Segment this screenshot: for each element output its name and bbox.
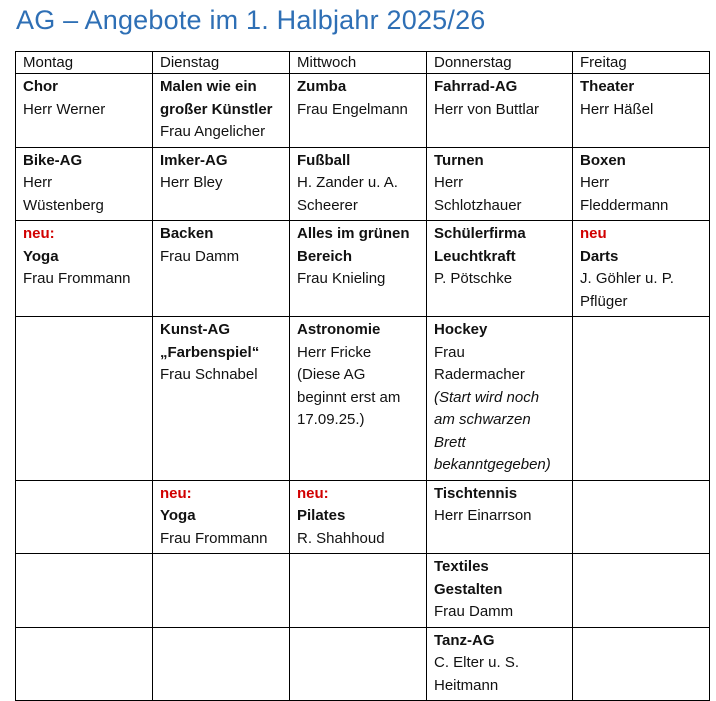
teacher-name: Heitmann — [434, 676, 499, 694]
course-cell — [573, 317, 710, 481]
course-cell — [16, 627, 153, 701]
course-name: Zumba — [297, 78, 347, 95]
teacher-name: beginnt erst am — [297, 388, 401, 406]
course-name: Pilates — [297, 507, 346, 524]
teacher-name: Herr — [580, 174, 610, 191]
course-cell — [16, 221, 153, 317]
course-name: Leuchtkraft — [434, 247, 516, 265]
course-name: Kunst-AG — [160, 321, 230, 338]
course-cell — [16, 317, 153, 481]
course-cell — [290, 147, 427, 221]
new-badge: neu: — [160, 484, 192, 502]
course-cell — [290, 554, 427, 628]
new-badge: neu — [580, 225, 607, 242]
course-cell — [290, 74, 427, 148]
course-name: Turnen — [434, 151, 484, 169]
teacher-name: Frau Frommann — [160, 529, 268, 547]
teacher-name: P. Pötschke — [434, 270, 513, 287]
course-name: Fußball — [297, 151, 351, 169]
teacher-name: Herr Fricke — [297, 343, 372, 361]
course-note: bekanntgegeben) — [434, 456, 551, 473]
teacher-name: Schlotzhauer — [434, 196, 522, 214]
course-cell — [16, 147, 153, 221]
teacher-name: Radermacher — [434, 366, 525, 383]
table-row — [16, 221, 710, 317]
teacher-name: Herr von Buttlar — [434, 100, 540, 118]
teacher-name: Frau Knieling — [297, 270, 386, 287]
course-cell — [573, 480, 710, 554]
course-cell — [573, 221, 710, 317]
course-cell — [427, 221, 573, 317]
day-header-montag: Montag — [16, 52, 153, 74]
header-row — [16, 52, 710, 74]
teacher-name: 17.09.25.) — [297, 411, 365, 428]
course-cell — [290, 480, 427, 554]
table-row — [16, 627, 710, 701]
day-header-dienstag: Dienstag — [153, 52, 290, 74]
course-note: am schwarzen — [434, 411, 531, 428]
teacher-name: Herr Einarrson — [434, 507, 532, 524]
teacher-name: Herr Werner — [23, 100, 106, 118]
course-name: Astronomie — [297, 321, 381, 338]
teacher-name: Scheerer — [297, 196, 358, 214]
course-name: Darts — [580, 247, 619, 265]
teacher-name: Frau — [434, 343, 465, 361]
new-badge: neu: — [23, 225, 55, 242]
course-cell — [153, 480, 290, 554]
course-cell — [153, 317, 290, 481]
course-name: Chor — [23, 78, 58, 95]
course-cell — [427, 317, 573, 481]
course-cell — [427, 147, 573, 221]
course-name: Tischtennis — [434, 484, 518, 502]
course-cell — [16, 74, 153, 148]
course-cell — [153, 74, 290, 148]
course-cell — [290, 627, 427, 701]
course-cell — [573, 147, 710, 221]
teacher-name: Fleddermann — [580, 196, 669, 214]
course-name: Bike-AG — [23, 151, 83, 169]
teacher-name: C. Elter u. S. — [434, 654, 520, 671]
table-row — [16, 317, 710, 481]
course-cell — [427, 480, 573, 554]
course-name: Boxen — [580, 151, 626, 169]
teacher-name: Frau Schnabel — [160, 366, 258, 383]
course-name: Imker-AG — [160, 151, 228, 169]
course-name: Yoga — [160, 507, 196, 524]
course-cell — [153, 627, 290, 701]
new-badge: neu: — [297, 484, 329, 502]
course-cell — [153, 147, 290, 221]
teacher-name: J. Göhler u. P. — [580, 270, 674, 287]
course-cell — [573, 74, 710, 148]
teacher-name: Herr — [23, 174, 53, 191]
course-name: Alles im grünen — [297, 225, 410, 242]
course-cell — [573, 627, 710, 701]
page-title: AG – Angebote im 1. Halbjahr 2025/26 — [16, 5, 486, 35]
course-cell — [290, 317, 427, 481]
course-cell — [153, 554, 290, 628]
teacher-name: R. Shahhoud — [297, 529, 385, 547]
course-cell — [290, 221, 427, 317]
teacher-name: Wüstenberg — [23, 196, 104, 214]
course-cell — [427, 554, 573, 628]
teacher-name: Frau Engelmann — [297, 100, 408, 118]
table-row — [16, 74, 710, 148]
course-name: Fahrrad-AG — [434, 78, 518, 95]
table-row — [16, 480, 710, 554]
course-name: Malen wie ein — [160, 78, 257, 95]
table-row — [16, 147, 710, 221]
course-name: großer Künstler — [160, 100, 273, 118]
schedule-table — [15, 51, 710, 701]
course-cell — [427, 74, 573, 148]
course-name: Hockey — [434, 321, 488, 338]
day-header-freitag: Freitag — [573, 52, 710, 74]
course-cell — [427, 627, 573, 701]
course-name: „Farbenspiel“ — [160, 343, 260, 361]
course-cell — [153, 221, 290, 317]
course-name: Textiles — [434, 558, 489, 575]
course-cell — [16, 480, 153, 554]
course-name: Yoga — [23, 247, 59, 265]
course-name: Tanz-AG — [434, 631, 495, 649]
course-name: Gestalten — [434, 580, 503, 598]
course-name: Bereich — [297, 247, 353, 265]
course-cell — [16, 554, 153, 628]
teacher-name: H. Zander u. A. — [297, 174, 398, 191]
teacher-name: (Diese AG — [297, 366, 366, 383]
day-header-donnerstag: Donnerstag — [427, 52, 573, 74]
teacher-name: Frau Damm — [160, 247, 240, 265]
teacher-name: Pflüger — [580, 292, 628, 310]
course-name: Backen — [160, 225, 214, 242]
teacher-name: Frau Frommann — [23, 270, 131, 287]
course-name: Schülerfirma — [434, 225, 526, 242]
teacher-name: Frau Damm — [434, 603, 514, 620]
course-cell — [573, 554, 710, 628]
teacher-name: Herr Bley — [160, 174, 223, 191]
teacher-name: Frau Angelicher — [160, 123, 266, 140]
table-row — [16, 554, 710, 628]
course-note: (Start wird noch — [434, 388, 540, 406]
course-note: Brett — [434, 433, 466, 451]
teacher-name: Herr — [434, 174, 464, 191]
day-header-mittwoch: Mittwoch — [290, 52, 427, 74]
teacher-name: Herr Häßel — [580, 100, 654, 118]
course-name: Theater — [580, 78, 635, 95]
